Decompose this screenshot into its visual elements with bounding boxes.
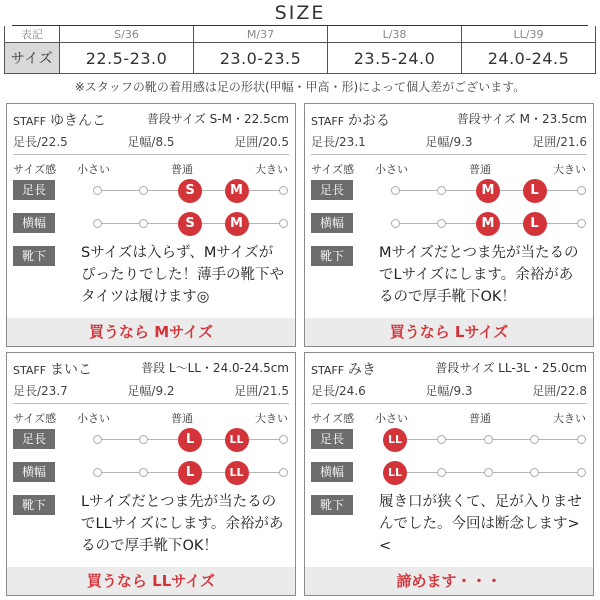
size-mark: S (178, 212, 202, 236)
size-value-header: サイズ (5, 43, 60, 74)
scale-small-label: 小さい (77, 412, 110, 425)
scale-dot (139, 435, 148, 444)
socks-badge: 靴下 (311, 495, 353, 515)
foot-girth: 足囲/21.6 (532, 135, 587, 149)
staff-label: STAFF (311, 364, 345, 377)
size-mark: M (225, 212, 249, 236)
scale-dot (437, 186, 446, 195)
foot-measurements (311, 382, 587, 404)
scale-dot (577, 219, 586, 228)
scale-dot (93, 468, 102, 477)
scale-dot (139, 186, 148, 195)
foot-width: 足幅/8.5 (127, 135, 175, 149)
size-label-ll: LL/39 (462, 26, 596, 43)
length-row-badge: 足長 (311, 429, 353, 449)
width-row-badge: 横幅 (13, 213, 55, 233)
foot-measurements (13, 382, 289, 404)
scale-normal-label: 普通 (469, 163, 491, 176)
staff-header (13, 110, 289, 130)
size-mark: L (523, 212, 547, 236)
size-mark: M (476, 212, 500, 236)
size-mark: LL (225, 428, 249, 452)
scale-dot (391, 186, 400, 195)
size-value-s: 22.5-23.0 (60, 43, 194, 74)
foot-measurements (13, 133, 289, 155)
staff-name: かおる (348, 113, 391, 129)
size-mark: LL (225, 461, 249, 485)
foot-length: 足長/22.5 (13, 135, 68, 149)
size-mark: L (178, 461, 202, 485)
staff-card (6, 103, 296, 347)
usual-size: 普段サイズ LL-3L・25.0cm (435, 361, 587, 375)
staff-label: STAFF (13, 115, 47, 128)
size-value-ll: 24.0-24.5 (462, 43, 596, 74)
scale-dot (437, 435, 446, 444)
scale-dot (139, 468, 148, 477)
scale-dot (577, 435, 586, 444)
staff-comment: Mサイズだとつま先が当たるのでLサイズにします。余裕があるので厚手靴下OK！ (379, 245, 579, 305)
size-verdict: 買うなら Lサイズ (305, 318, 593, 346)
staff-comment: 履き口が狭くて、足が入りませんでした。今回は断念します>< (379, 494, 582, 554)
size-verdict: 買うなら LLサイズ (7, 567, 295, 595)
size-mark: LL (383, 428, 407, 452)
foot-girth: 足囲/21.5 (234, 384, 289, 398)
staff-header (13, 359, 289, 379)
staff-card (304, 352, 594, 596)
foot-width: 足幅/9.3 (425, 135, 473, 149)
socks-badge: 靴下 (13, 246, 55, 266)
size-value-m: 23.0-23.5 (194, 43, 328, 74)
staff-card (304, 103, 594, 347)
fit-note: ※スタッフの靴の着用感は足の形状(甲幅・甲高・形)によって個人差がございます。 (74, 80, 526, 94)
foot-length: 足長/23.1 (311, 135, 366, 149)
scale-normal-label: 普通 (469, 412, 491, 425)
foot-length: 足長/23.7 (13, 384, 68, 398)
socks-badge: 靴下 (13, 495, 55, 515)
scale-large-label: 大きい (255, 163, 288, 176)
scale-dot (437, 219, 446, 228)
scale-dot (279, 186, 288, 195)
scale-dot (93, 219, 102, 228)
scale-small-label: 小さい (375, 412, 408, 425)
scale-dot (93, 186, 102, 195)
size-label-l: L/38 (328, 26, 462, 43)
foot-girth: 足囲/22.8 (532, 384, 587, 398)
size-feel-label: サイズ感 (311, 163, 355, 176)
size-verdict: 諦めます・・・ (305, 567, 593, 595)
staff-header (311, 359, 587, 379)
foot-girth: 足囲/20.5 (234, 135, 289, 149)
size-mark: LL (383, 461, 407, 485)
foot-measurements (311, 133, 587, 155)
scale-dot (577, 186, 586, 195)
scale-dot (437, 468, 446, 477)
scale-small-label: 小さい (77, 163, 110, 176)
size-table-value-row (5, 43, 596, 74)
foot-width: 足幅/9.2 (127, 384, 175, 398)
usual-size: 普段サイズ S-M・22.5cm (146, 112, 289, 126)
size-mark: M (476, 179, 500, 203)
scale-dot (139, 219, 148, 228)
scale-large-label: 大きい (553, 412, 586, 425)
size-table-label-row (5, 26, 596, 43)
width-row-badge: 横幅 (311, 462, 353, 482)
size-table (4, 26, 596, 74)
length-row-badge: 足長 (13, 180, 55, 200)
size-feel-label: サイズ感 (311, 412, 355, 425)
scale-dot (93, 435, 102, 444)
usual-size: 普段サイズ M・23.5cm (456, 112, 587, 126)
scale-dot (279, 435, 288, 444)
size-value-l: 23.5-24.0 (328, 43, 462, 74)
staff-name: みき (348, 362, 377, 378)
scale-normal-label: 普通 (171, 412, 193, 425)
staff-comment: Lサイズだとつま先が当たるのでLLサイズにします。余裕があるので厚手靴下OK！ (81, 494, 284, 554)
scale-dot (577, 468, 586, 477)
staff-card (6, 352, 296, 596)
usual-size: 普段 L〜LL・24.0-24.5cm (141, 361, 289, 375)
width-row-badge: 横幅 (13, 462, 55, 482)
staff-header (311, 110, 587, 130)
size-mark: L (523, 179, 547, 203)
foot-width: 足幅/9.3 (425, 384, 473, 398)
scale-dot (530, 435, 539, 444)
size-verdict: 買うなら Mサイズ (7, 318, 295, 346)
scale-dot (484, 435, 493, 444)
size-mark: L (178, 428, 202, 452)
length-row-badge: 足長 (13, 429, 55, 449)
staff-label: STAFF (13, 364, 47, 377)
staff-label: STAFF (311, 115, 345, 128)
size-feel-label: サイズ感 (13, 412, 57, 425)
scale-large-label: 大きい (553, 163, 586, 176)
staff-name: ゆきんこ (50, 113, 107, 129)
socks-badge: 靴下 (311, 246, 353, 266)
staff-name: まいこ (50, 362, 93, 378)
scale-large-label: 大きい (255, 412, 288, 425)
scale-dot (391, 219, 400, 228)
size-mark: M (225, 179, 249, 203)
length-row-badge: 足長 (311, 180, 353, 200)
scale-dot (530, 468, 539, 477)
size-label-m: M/37 (194, 26, 328, 43)
size-label-s: S/36 (60, 26, 194, 43)
scale-normal-label: 普通 (171, 163, 193, 176)
size-label-header: 表記 (5, 26, 60, 43)
size-feel-label: サイズ感 (13, 163, 57, 176)
foot-length: 足長/24.6 (311, 384, 366, 398)
width-row-badge: 横幅 (311, 213, 353, 233)
size-mark: S (178, 179, 202, 203)
scale-small-label: 小さい (375, 163, 408, 176)
scale-dot (279, 468, 288, 477)
scale-dot (279, 219, 288, 228)
staff-comment: Sサイズは入らず、Mサイズがぴったりでした！薄手の靴下やタイツは履けます◎ (81, 245, 284, 305)
page-title: SIZE (274, 2, 326, 24)
scale-dot (484, 468, 493, 477)
